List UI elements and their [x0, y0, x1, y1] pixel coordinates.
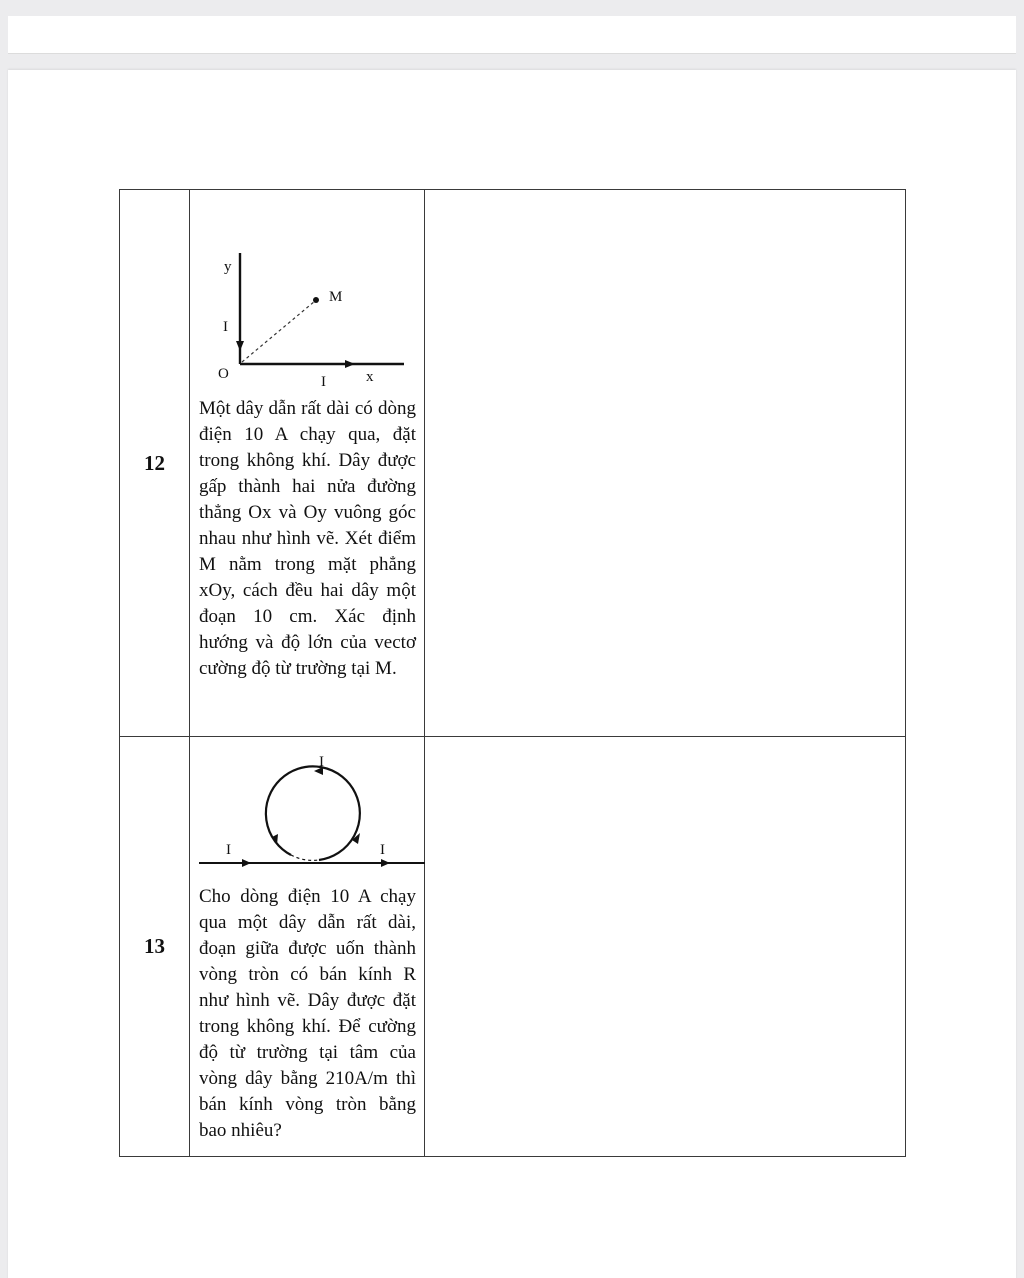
- current-label-top: I: [319, 753, 324, 770]
- x-axis-label: x: [366, 369, 374, 385]
- loop-wire-figure: [199, 752, 425, 874]
- om-dashed-line: [242, 301, 315, 362]
- previous-page-edge: [8, 16, 1016, 54]
- loop-hidden-segment: [291, 855, 319, 860]
- current-label-x: I: [321, 374, 326, 390]
- exercise-table: [119, 189, 906, 1157]
- current-label-left: I: [226, 841, 231, 858]
- current-arrow-right-icon: [381, 859, 390, 867]
- y-axis-label: y: [224, 259, 232, 275]
- question-number: 12: [120, 190, 190, 737]
- question-cell: [190, 190, 425, 737]
- question-row-13: [120, 737, 906, 1157]
- current-arrow-left-icon: [242, 859, 251, 867]
- question-text: Một dây dẫn rất dài có dòng điện 10 A chạy qua, đặt trong không khí. Dây được gấp thành hai nửa đường thẳng Ox và Oy vuông góc nhau như hình vẽ. Xét điểm M nằm trong mặt phẳng xOy, cách đều hai dây một đoạn 10 cm. Xác định hướng và độ lớn của vectơ cường độ từ trường tại M.: [199, 398, 416, 679]
- point-m-label: M: [329, 289, 343, 305]
- perpendicular-wire-figure: [199, 248, 415, 390]
- question-row-12: [120, 190, 906, 737]
- answer-cell: [425, 190, 906, 737]
- question-number: 13: [120, 737, 190, 1157]
- current-label-right: I: [380, 841, 385, 858]
- point-m: [313, 297, 319, 303]
- question-cell: [190, 737, 425, 1157]
- origin-label: O: [218, 366, 229, 382]
- answer-cell: [425, 737, 906, 1157]
- current-arrow-down-icon: [236, 341, 244, 351]
- current-arrow-right-icon: [345, 360, 355, 368]
- question-text: Cho dòng điện 10 A chạy qua một dây dẫn rất dài, đoạn giữa được uốn thành vòng tròn có bán kính R như hình vẽ. Dây được đặt trong không khí. Để cường độ từ trường tại tâm của vòng dây bằng 210A/m thì bán kính vòng tròn bằng bao nhiêu?: [199, 885, 416, 1141]
- wire-loop: [266, 766, 360, 860]
- current-label-y: I: [223, 319, 228, 335]
